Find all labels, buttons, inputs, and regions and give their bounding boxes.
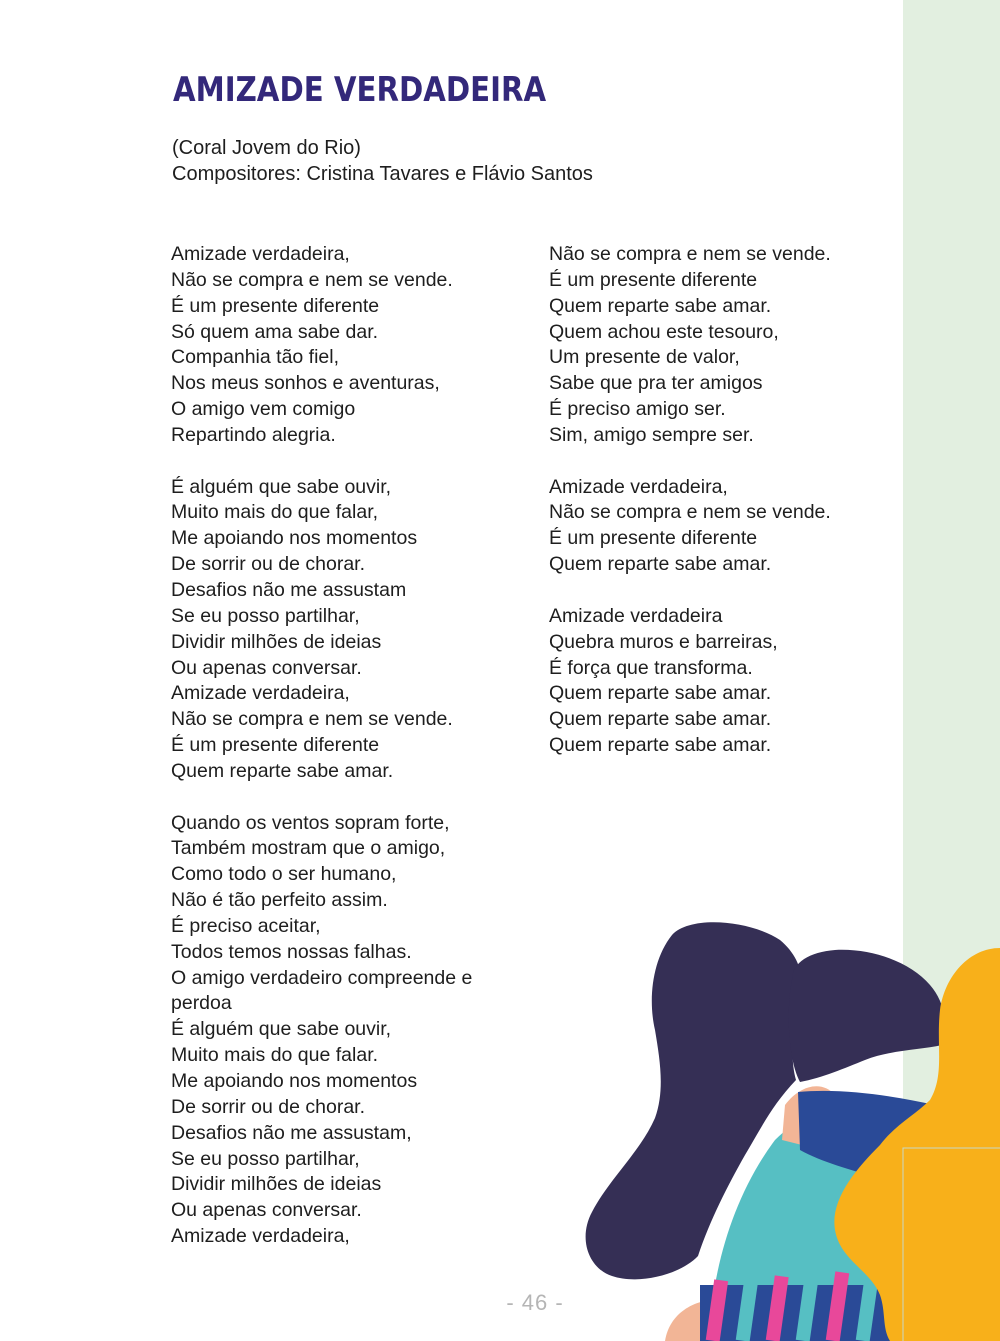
lyric-line: É alguém que sabe ouvir, [171, 475, 392, 498]
lyric-line: Ou apenas conversar. [171, 656, 362, 679]
lyric-line: Nos meus sonhos e aventuras, [171, 372, 440, 395]
hugging-friends-illustration [560, 900, 1000, 1341]
lyric-line: Quem reparte sabe amar. [549, 553, 772, 576]
lyric-line: Quem reparte sabe amar. [171, 759, 394, 782]
lyric-line: Sabe que pra ter amigos [549, 372, 763, 395]
lyric-line: Dividir milhões de ideias [171, 1173, 382, 1196]
lyric-line: Quem reparte sabe amar. [549, 294, 772, 317]
lyric-line: Também mostram que o amigo, [171, 837, 446, 860]
lyric-line: É um presente diferente [171, 734, 380, 757]
lyric-line: Quem achou este tesouro, [549, 320, 779, 343]
lyric-line: perdoa [171, 992, 232, 1015]
lyric-line: É preciso amigo ser. [549, 398, 726, 421]
lyric-line: Quando os ventos sopram forte, [171, 811, 450, 834]
lyric-line: Ou apenas conversar. [171, 1199, 362, 1222]
lyric-line: Não se compra e nem se vende. [171, 708, 453, 731]
lyric-line: É preciso aceitar, [171, 914, 321, 937]
lyric-line: Um presente de valor, [549, 346, 740, 369]
lyric-line: Amizade verdadeira, [549, 475, 728, 498]
lyric-line: Como todo o ser humano, [171, 863, 397, 886]
lyric-line: Me apoiando nos momentos [171, 1070, 418, 1092]
page-number: - 46 - [506, 1290, 564, 1315]
left-stanza [171, 475, 501, 785]
lyric-line: Companhia tão fiel, [171, 346, 340, 369]
lyric-line: Quem reparte sabe amar. [549, 708, 772, 731]
left-stanza [171, 242, 501, 449]
lyrics-right-column [549, 242, 879, 785]
song-title: AMIZADE VERDADEIRA [173, 70, 547, 110]
lyric-line: Não se compra e nem se vende. [549, 501, 831, 524]
performer-line: (Coral Jovem do Rio) [172, 137, 361, 159]
lyric-line: Desafios não me assustam, [171, 1121, 412, 1144]
lyric-line: Se eu posso partilhar, [171, 1147, 360, 1170]
lyric-line: O amigo verdadeiro compreende e [171, 966, 473, 989]
lyrics-left-column [171, 242, 501, 1276]
lyric-line: Muito mais do que falar. [171, 1044, 379, 1067]
lyric-line: Me apoiando nos momentos [171, 527, 418, 550]
lyric-line: Todos temos nossas falhas. [171, 940, 412, 963]
right-stanza [549, 475, 879, 578]
lyric-line: Não é tão perfeito assim. [171, 889, 388, 912]
lyric-line: É um presente diferente [549, 268, 758, 291]
lyric-line: Quem reparte sabe amar. [549, 682, 772, 705]
lyric-line: Se eu posso partilhar, [171, 604, 360, 627]
lyric-line: Sim, amigo sempre ser. [549, 423, 754, 446]
lyric-line: Muito mais do que falar, [171, 501, 379, 524]
lyric-line: É alguém que sabe ouvir, [171, 1018, 392, 1041]
second-head-hair [789, 950, 945, 1082]
lyric-line: Amizade verdadeira, [171, 682, 350, 705]
lyric-line: Repartindo alegria. [171, 423, 336, 446]
song-credits [172, 135, 593, 187]
lyric-line: Quem reparte sabe amar. [549, 734, 772, 757]
lyric-line: O amigo vem comigo [171, 398, 356, 421]
lyric-line: Não se compra e nem se vende. [549, 243, 831, 265]
composers-line: Compositores: Cristina Tavares e Flávio Santos [172, 163, 593, 185]
lyric-line: Quebra muros e barreiras, [549, 630, 778, 653]
lyric-line: Amizade verdadeira [549, 604, 723, 627]
lyric-line: De sorrir ou de chorar. [171, 553, 366, 576]
lyric-line: De sorrir ou de chorar. [171, 1095, 366, 1118]
lyric-line: Só quem ama sabe dar. [171, 320, 379, 343]
lyric-line: Amizade verdadeira, [171, 243, 350, 265]
right-stanza [549, 604, 879, 759]
lyric-line: Não se compra e nem se vende. [171, 268, 453, 291]
lyric-line: É força que transforma. [549, 656, 753, 679]
lyric-line: Desafios não me assustam [171, 578, 407, 601]
lyric-line: É um presente diferente [549, 527, 758, 550]
lyric-line: É um presente diferente [171, 294, 380, 317]
left-stanza [171, 811, 501, 1250]
right-stanza [549, 242, 879, 449]
lyric-line: Dividir milhões de ideias [171, 630, 382, 653]
lyric-line: Amizade verdadeira, [171, 1225, 350, 1248]
